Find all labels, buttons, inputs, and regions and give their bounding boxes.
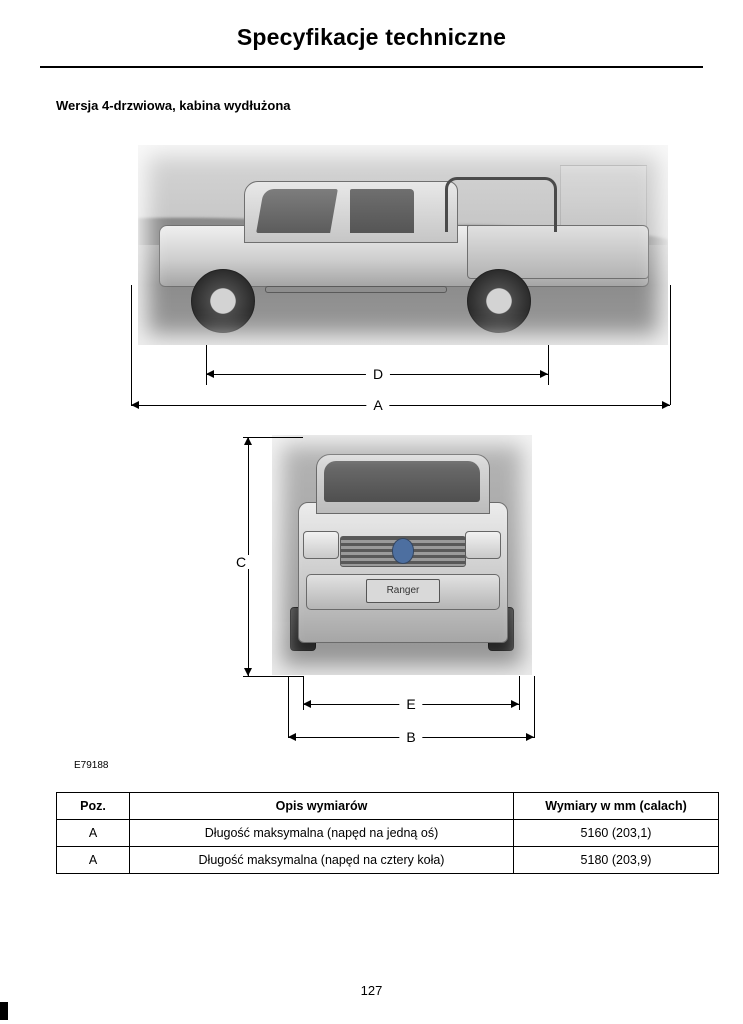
figure-side-view	[138, 145, 668, 345]
dimension-b-tick-left	[288, 676, 289, 738]
dimension-d-tick-right	[548, 345, 549, 385]
dimension-c-tick-bottom	[243, 676, 303, 677]
dimension-a-tick-right	[670, 285, 671, 405]
cell-wymiar: 5160 (203,1)	[514, 820, 719, 847]
dimension-a-tick-left	[131, 285, 132, 405]
cell-opis: Długość maksymalna (napęd na cztery koła)	[130, 847, 514, 874]
dimension-d-arrow-left	[206, 370, 214, 378]
page-edge-mark	[0, 1002, 8, 1020]
table-row	[57, 847, 719, 874]
dimension-c-arrow-up	[244, 437, 252, 445]
front-door-window	[256, 189, 338, 233]
dimension-a-arrow-right	[662, 401, 670, 409]
header-divider	[40, 66, 703, 68]
cell-wymiar: 5180 (203,9)	[514, 847, 719, 874]
headlamp-left	[303, 531, 339, 559]
headlamp-right	[465, 531, 501, 559]
cell-opis: Długość maksymalna (napęd na jedną oś)	[130, 820, 514, 847]
cell-poz: A	[57, 820, 130, 847]
windshield	[324, 461, 480, 502]
table-row	[57, 820, 719, 847]
dimension-b-tick-right	[534, 676, 535, 738]
side-step	[265, 286, 447, 293]
cell-poz: A	[57, 847, 130, 874]
table-header-opis: Opis wymiarów	[130, 793, 514, 820]
dimension-e-tick-right	[519, 676, 520, 710]
dimension-a-line	[131, 405, 670, 406]
rear-door-window	[350, 189, 414, 233]
dimension-b-arrow-right	[526, 733, 534, 741]
front-view-photo	[272, 435, 532, 675]
rear-wheel-side	[467, 269, 531, 333]
table-header-wymiary: Wymiary w mm (calach)	[514, 793, 719, 820]
dimension-c-arrow-down	[244, 668, 252, 676]
roll-bar	[445, 177, 557, 232]
dimension-d-arrow-right	[540, 370, 548, 378]
table-header-row	[57, 793, 719, 820]
model-plate: Ranger	[366, 579, 441, 603]
table-header-poz: Poz.	[57, 793, 130, 820]
page-title: Specyfikacje techniczne	[236, 24, 507, 50]
figure-front-view	[272, 435, 532, 675]
page-number: 127	[360, 983, 383, 998]
dimension-a-label: A	[366, 398, 389, 412]
page-header	[40, 24, 703, 51]
dimension-e-label: E	[399, 697, 422, 711]
dimension-d-label: D	[366, 367, 390, 381]
figure-code: E79188	[74, 760, 109, 771]
front-wheel-side	[191, 269, 255, 333]
specifications-table	[56, 792, 719, 874]
dimension-a-arrow-left	[131, 401, 139, 409]
dimension-e-arrow-left	[303, 700, 311, 708]
dimension-b-label: B	[399, 730, 422, 744]
section-title: Wersja 4-drzwiowa, kabina wydłużona	[56, 98, 291, 113]
dimension-c-tick-top	[243, 437, 303, 438]
dimension-b-arrow-left	[288, 733, 296, 741]
side-view-photo	[138, 145, 668, 345]
dimension-e-arrow-right	[511, 700, 519, 708]
truck-body-front	[298, 502, 508, 643]
dimension-d-tick-left	[206, 345, 207, 385]
dimension-c-label: C	[229, 555, 253, 569]
